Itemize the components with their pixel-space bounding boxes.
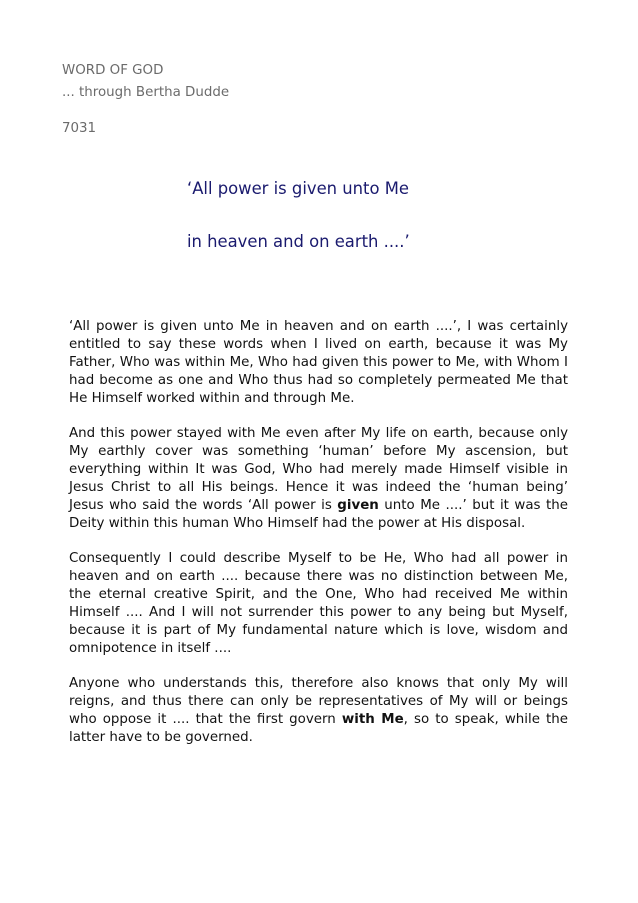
paragraph-4: [69, 675, 568, 747]
paragraph-text: , so to speak, while the latter have to be governed.: [69, 712, 568, 745]
paragraph-2: [69, 425, 568, 533]
message-title-line-1: ‘All power is given unto Me: [187, 179, 409, 198]
author-line: ... through Bertha Dudde: [62, 85, 230, 100]
message-number: 7031: [62, 121, 97, 136]
paragraph-text: And this power stayed with Me even after My life on earth, because only My earthly cover was something ‘human’ before My ascension, but everything within It was God, Who had merely made Himself visible in Jesus Christ to all His beings. Hence it was indeed the ‘human being’ Jesus who said the words ‘All power is: [69, 426, 568, 513]
message-title-line-2: in heaven and on earth ....’: [187, 232, 410, 251]
document-header: [62, 60, 229, 140]
message-body: [69, 318, 568, 764]
paragraph-1: ‘All power is given unto Me in heaven and on earth ....’, I was certainly entitled to say these words when I lived on earth, because it was My Father, Who was within Me, Who had given this power to Me, with Whom I had become as one and Who thus had so completely permeated Me that He Himself worked within and through Me.: [69, 319, 568, 406]
emphasis-text: with Me: [341, 712, 404, 727]
emphasis-text: given: [337, 498, 379, 513]
paragraph-text: unto Me ....’ but it was the Deity within this human Who Himself had the power at His disposal.: [69, 498, 568, 531]
paragraph-3: Consequently I could describe Myself to be He, Who had all power in heaven and on earth .... because there was no distinction between Me, the eternal creative Spirit, and the One, Who had received Me within Himself .... And I will not surrender this power to any being but Myself, because it is part of My fundamental nature which is love, wisdom and omnipotence in itself ....: [69, 551, 568, 656]
series-title: WORD OF GOD: [62, 63, 164, 78]
paragraph-text: Anyone who understands this, therefore also knows that only My will reigns, and thus there can only be representatives of My will or beings who oppose it .... that the first govern: [69, 676, 568, 727]
